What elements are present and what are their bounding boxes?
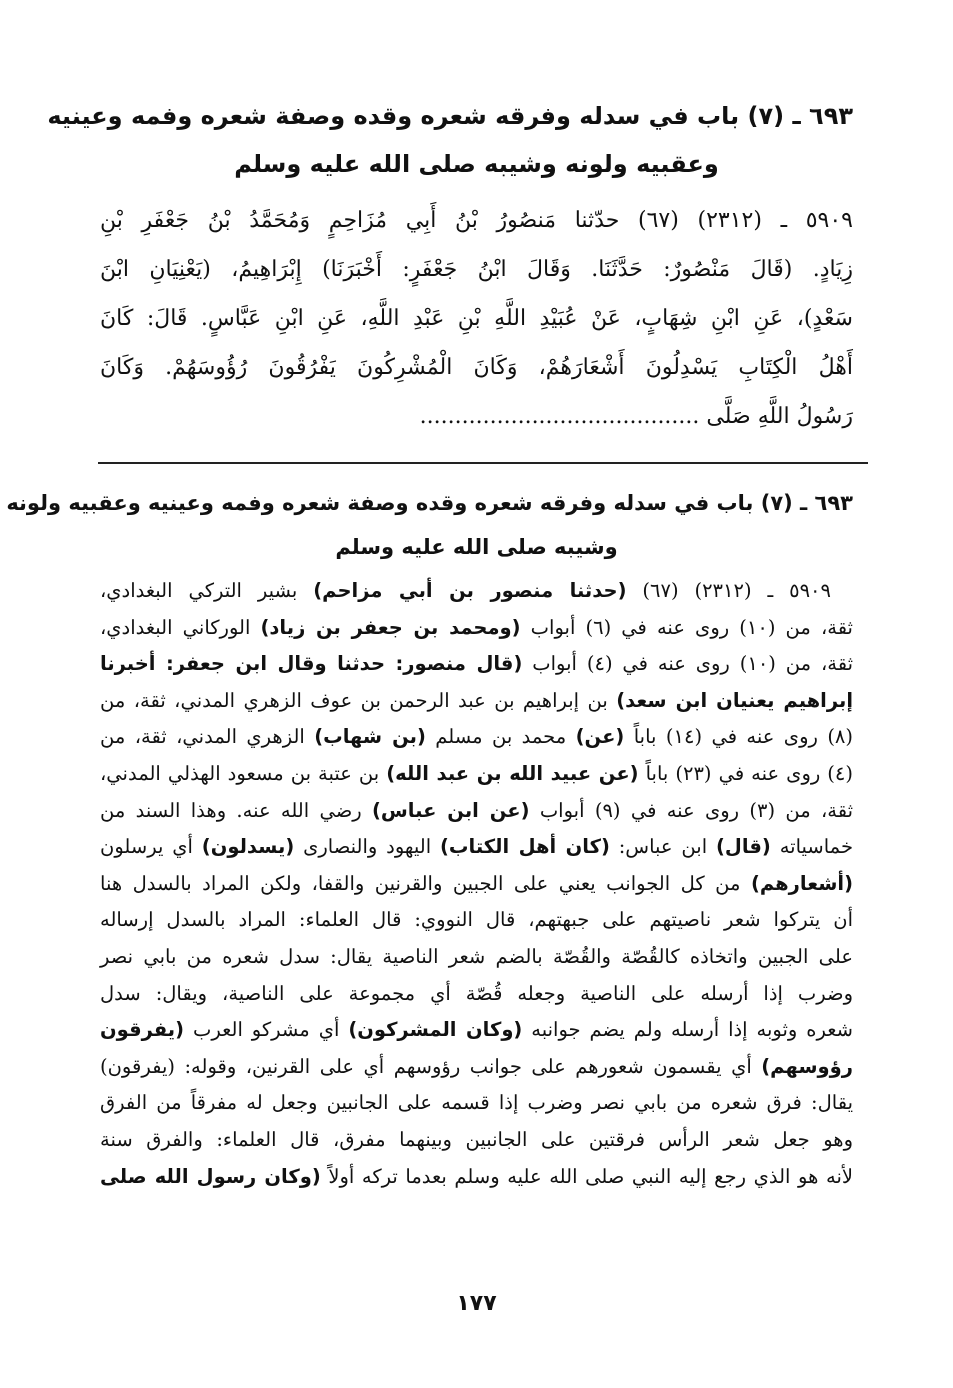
quoted-hadith-segment: (عن) xyxy=(575,725,625,749)
commentary-text-segment: ثقة، من (٣) روى عنه في (٩) أبواب xyxy=(529,798,854,822)
commentary-text-segment: أن يتركوا شعر ناصيتهم على جبهتهم، قال النووي: قال العلماء: المراد بالسدل إرساله xyxy=(100,908,853,932)
hadith-text xyxy=(100,196,853,441)
quoted-hadith-segment: (يفرقون xyxy=(100,1018,185,1042)
page-number: ١٧٧ xyxy=(456,1291,497,1316)
commentary-line xyxy=(100,1049,853,1086)
commentary-line xyxy=(100,939,853,976)
hadith-line: زِيَادٍ. (قَالَ مَنْصُورٌ: حَدَّثَنَا. وَقَالَ ابْنُ جَعْفَرٍ: أَخْبَرَنَا) إِبْرَاهِيمُ، (يَعْنِيَانِ ابْنَ xyxy=(100,257,853,282)
commentary-text-segment: الوركاني البغدادي، xyxy=(100,615,261,639)
commentary-text-segment: شعره وثوبه إذا أرسله ولم يضم جوانبه xyxy=(522,1018,853,1042)
commentary-line xyxy=(100,976,853,1013)
hadith-line: ٥٩٠٩ ـ (٢٣١٢) (٦٧) حدّثنا مَنصُورُ بْنُ أَبِي مُزَاحِمٍ وَمُحَمَّدُ بْنُ جَعْفَرِ بْنِ xyxy=(100,208,853,233)
commentary-text-segment: من كل الجوانب يعني على الجبين والقرنين والقفا، ولكن المراد بالسدل هنا xyxy=(100,871,751,895)
commentary-text-segment: الزهري المدني، ثقة، من xyxy=(100,725,315,749)
commentary-line xyxy=(100,1159,853,1196)
commentary-line xyxy=(100,756,853,793)
heading-line: وعقبيه ولونه وشيبه صلى الله عليه وسلم xyxy=(234,150,719,178)
commentary-line xyxy=(100,646,853,683)
quoted-hadith-segment: (عن عبيد الله بن عبد الله) xyxy=(386,761,639,785)
commentary-text-segment: أي يرسلون xyxy=(100,835,202,859)
hadith-line: أَهْلُ الْكِتَابِ يَسْدِلُونَ أَشْعَارَهُمْ، وَكَانَ الْمُشْرِكُونَ يَفْرُقُونَ رُؤُوسَهُمْ. وَكَانَ xyxy=(100,355,853,380)
quoted-hadith-segment: رؤوسهم) xyxy=(761,1054,853,1078)
quoted-hadith-segment: (قال منصور: حدثنا وقال ابن جعفر: أخبرنا xyxy=(100,652,523,676)
commentary-text-segment: وهو جعل شعر الرأس فرقتين على الجانبين وبينهما مفرق، قال العلماء: والفرق سنة xyxy=(100,1127,853,1151)
chapter-heading-bottom xyxy=(6,481,853,569)
quoted-hadith-segment: (يسدلون) xyxy=(201,835,295,859)
commentary-line xyxy=(100,1085,853,1122)
quoted-hadith-segment: (قال) xyxy=(715,835,771,859)
commentary-line xyxy=(100,829,853,866)
commentary-line xyxy=(100,1122,853,1159)
commentary-text-segment: (٤) روى عنه في (٢٣) باباً xyxy=(638,761,854,785)
commentary-text-segment: خماسياته xyxy=(770,835,854,859)
chapter-heading-top xyxy=(47,92,853,188)
commentary-line xyxy=(100,1012,853,1049)
heading-line: ٦٩٣ ـ (٧) باب في سدله وفرقه شعره وقده وصفة شعره وفمه وعينيه وعقبيه ولونه xyxy=(6,491,853,515)
commentary-text-segment: بن إبراهيم بن عبد الرحمن بن عوف الزهري المدني، ثقة، من xyxy=(100,688,617,712)
commentary-text-segment: ثقة، من (١٠) روى عنه في (٦) أبواب xyxy=(520,615,853,639)
commentary-text-segment: ثقة، من (١٠) روى عنه في (٤) أبواب xyxy=(522,652,854,676)
hadith-line xyxy=(100,392,853,441)
hadith-ellipsis: ........................................ xyxy=(419,404,700,429)
quoted-hadith-segment: (عن ابن عباس) xyxy=(371,798,530,822)
quoted-hadith-segment: (وكان رسول الله صلى xyxy=(100,1164,321,1188)
commentary-text-segment: رضي الله عنه. وهذا السند من xyxy=(100,798,372,822)
quoted-hadith-segment: (ومحمد بن جعفر بن زياد) xyxy=(260,615,521,639)
quoted-hadith-segment: (كان أهل الكتاب) xyxy=(440,835,610,859)
commentary-text-segment: ابن عباس: xyxy=(609,835,716,859)
commentary-text-segment: أي يقسمون شعورهم على جوانب رؤوسهم أي على القرنين، وقوله: (يفرقون) xyxy=(100,1054,762,1078)
commentary-line xyxy=(100,793,853,830)
heading-line: وشيبه صلى الله عليه وسلم xyxy=(335,535,618,559)
separator-rule xyxy=(98,462,868,464)
commentary-text-segment: (٨) روى عنه في (١٤) باباً xyxy=(624,725,854,749)
heading-line: ٦٩٣ ـ (٧) باب في سدله وفرقه شعره وقده وصفة شعره وفمه وعينيه xyxy=(47,102,853,130)
commentary-line xyxy=(100,610,853,647)
commentary-line xyxy=(100,719,853,756)
commentary-text-segment: بشير التركي البغدادي، xyxy=(100,579,314,602)
commentary-line xyxy=(100,573,853,610)
commentary-line xyxy=(100,866,853,903)
commentary-text-segment: اليهود والنصارى xyxy=(294,835,440,859)
commentary-text-segment: بن عتبة بن مسعود الهذلي المدني، xyxy=(100,761,387,785)
hadith-line: سَعْدٍ)، عَنِ ابْنِ شِهَابٍ، عَنْ عُبَيْدِ اللَّهِ بْنِ عَبْدِ اللَّهِ، عَنِ ابْنِ عَبَّاسٍ. قَالَ: كَانَ xyxy=(100,306,853,331)
commentary-line xyxy=(100,902,853,939)
commentary-text-segment: على الجبين واتخاذه كالقُصّة والقُصّة بالضم شعر الناصية يقال: سدل شعره من بابي نصر xyxy=(100,944,853,968)
commentary-text-segment: محمد بن مسلم xyxy=(425,725,576,749)
commentary-line xyxy=(100,683,853,720)
quoted-hadith-segment: (بن شهاب) xyxy=(314,725,426,749)
quoted-hadith-segment: (أشعارهم) xyxy=(750,871,853,895)
quoted-hadith-segment: (وكان المشركون) xyxy=(348,1018,523,1042)
commentary-text-segment: ٥٩٠٩ ـ (٢٣١٢) (٦٧) xyxy=(626,579,832,602)
quoted-hadith-segment: إبراهيم يعنيان ابن سعد) xyxy=(616,688,854,712)
commentary-text-segment: أي مشركو العرب xyxy=(184,1018,349,1042)
hadith-last-words: رَسُولُ اللَّهِ صَلَّى xyxy=(706,404,853,429)
commentary-text-segment: لأنه هو الذي رجع إليه النبي صلى الله عليه وسلم بعدما تركه أولاً xyxy=(320,1164,854,1188)
commentary-text-segment: وضرب إذا أرسله على الناصية وجعله قُصّة أي مجموعة على الناصية، ويقال: سدل xyxy=(100,981,853,1005)
commentary-text xyxy=(100,573,853,1195)
commentary-text-segment: يقال: فرق شعره من بابي نصر وضرب إذا قسمه على الجانبين وجعل له مفرقاً من الفرق xyxy=(100,1091,853,1115)
quoted-hadith-segment: (حدثنا منصور بن أبي مزاحم) xyxy=(313,579,627,602)
